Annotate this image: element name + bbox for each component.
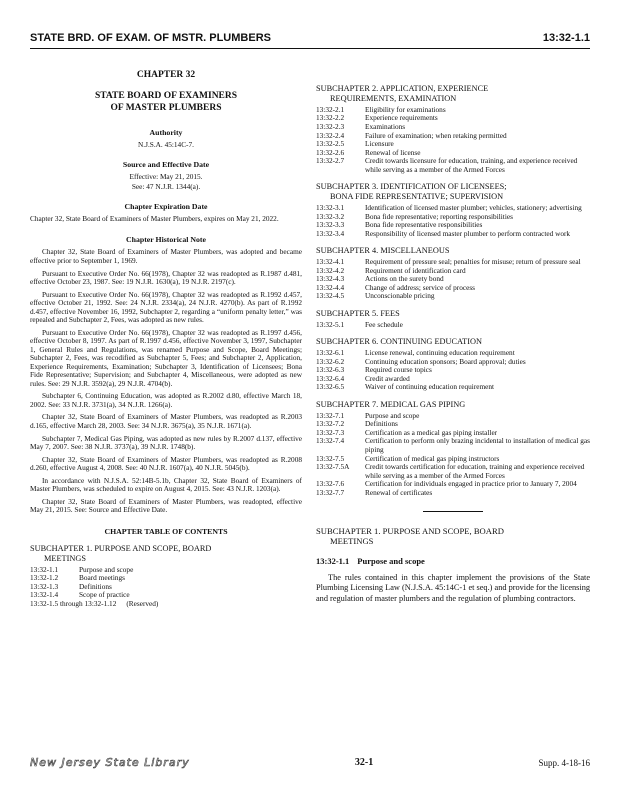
toc-entry: 13:32-3.1 Identification of licensed master plumber; vehicles, stationery; advertising bbox=[316, 203, 582, 213]
header-title: STATE BRD. OF EXAM. OF MSTR. PLUMBERS bbox=[30, 32, 271, 44]
history-paragraph: Chapter 32, State Board of Examiners of Master Plumbers, was readopted as R.2008 d.260, effective August 4, 2008. See: 40 N.J.R. 1607(a), 40 N.J.R. 5045(b). bbox=[30, 454, 302, 473]
toc-entry: 13:32-4.4 Change of address; service of process bbox=[316, 282, 476, 292]
toc-entry: 13:32-7.7 Renewal of certificates bbox=[316, 487, 433, 497]
toc-entry: 13:32-6.4 Credit awarded bbox=[316, 373, 410, 383]
right-column bbox=[316, 70, 590, 604]
authority-text: N.J.S.A. 45:14C-7. bbox=[138, 140, 194, 149]
toc-subchapter-4-title: SUBCHAPTER 4. MISCELLANEOUS bbox=[316, 246, 450, 256]
toc-entry: 13:32-2.6 Renewal of license bbox=[316, 147, 421, 157]
toc-entry: 13:32-2.7 Credit towards licensure for education, training, and experience received while serving as a member of the Armed Forces bbox=[316, 156, 578, 174]
toc-entry: 13:32-4.2 Requirement of identification card bbox=[316, 265, 466, 275]
toc-entry: 13:32-4.1 Requirement of pressure seal; penalties for misuse; return of pressure seal bbox=[316, 257, 581, 267]
toc-entry: 13:32-6.1 License renewal, continuing education requirement bbox=[316, 348, 515, 358]
toc-entry: 13:32-1.3 Definitions bbox=[30, 581, 112, 591]
source-heading: Source and Effective Date bbox=[122, 159, 210, 169]
history-paragraph: In accordance with N.J.S.A. 52:14B-5.1b, Chapter 32, State Board of Examiners of Master Plumbers, was scheduled to expire on August 4, 2015. See: 43 N.J.R. 1203(a). bbox=[30, 475, 302, 494]
chapter-title-line-2: OF MASTER PLUMBERS bbox=[110, 102, 222, 113]
left-column bbox=[30, 70, 302, 608]
toc-subchapter-7-title: SUBCHAPTER 7. MEDICAL GAS PIPING bbox=[316, 399, 466, 409]
toc-entry: 13:32-7.5A Credit towards certification for education, training and experience received while serving as a member of the Armed Forces bbox=[316, 462, 585, 480]
history-paragraph: Pursuant to Executive Order No. 66(1978), Chapter 32 was readopted as R.1987 d.481, effective October 23, 1987. See: 19 N.J.R. 1630(a), 19 N.J.R. 2197(c). bbox=[30, 268, 302, 287]
running-header bbox=[30, 32, 590, 44]
library-watermark: New Jersey State Library bbox=[30, 756, 190, 769]
toc-entry: 13:32-7.2 Definitions bbox=[316, 419, 398, 429]
header-rule bbox=[30, 48, 590, 49]
toc-entry: 13:32-2.4 Failure of examination; when retaking permitted bbox=[316, 130, 507, 140]
toc-entry: 13:32-7.4 Certification to perform only brazing incidental to installation of medical gas piping bbox=[316, 436, 590, 454]
chapter-title-line-1: STATE BOARD OF EXAMINERS bbox=[94, 91, 238, 102]
toc-subchapter-2-title: SUBCHAPTER 2. APPLICATION, EXPERIENCE REQUIREMENTS, EXAMINATION bbox=[316, 84, 489, 103]
toc-entry: 13:32-3.3 Bona fide representative responsibilities bbox=[316, 220, 483, 230]
page-number: 32-1 bbox=[354, 757, 374, 768]
section-text: The rules contained in this chapter implement the provisions of the State Plumbing Licensing Law (N.J.S.A. 45:14C-1 et seq.) and provide for the licensing and regulation of master plumbers and the regulation of plumbing contractors. bbox=[316, 572, 590, 603]
toc-entry: 13:32-7.1 Purpose and scope bbox=[316, 410, 420, 420]
toc-subchapter-1-title: SUBCHAPTER 1. PURPOSE AND SCOPE, BOARD MEETINGS bbox=[30, 543, 212, 563]
history-paragraph: Subchapter 6, Continuing Education, was adopted as R.2002 d.80, effective March 18, 2002. See: 33 N.J.R. 3731(a), 34 N.J.R. 1266(a). bbox=[30, 391, 302, 409]
toc-entry: 13:32-6.3 Required course topics bbox=[316, 365, 432, 375]
effective-date: Effective: May 21, 2015. bbox=[129, 171, 203, 181]
history-paragraph: Chapter 32, State Board of Examiners of Master Plumbers, was adopted and became effective prior to September 1, 1969. bbox=[30, 247, 302, 265]
toc-entry: 13:32-2.2 Experience requirements bbox=[316, 113, 438, 123]
toc-entry: 13:32-4.5 Unconscionable pricing bbox=[316, 291, 435, 301]
toc-entry: 13:32-1.2 Board meetings bbox=[30, 573, 126, 583]
toc-entry: 13:32-2.5 Licensure bbox=[316, 139, 394, 149]
supplement-date: Supp. 4-18-16 bbox=[538, 757, 590, 768]
toc-entry: 13:32-6.5 Waiver of continuing education requirement bbox=[316, 382, 495, 392]
history-heading: Chapter Historical Note bbox=[126, 235, 206, 245]
chapter-number: CHAPTER 32 bbox=[136, 70, 196, 80]
toc-entry: 13:32-1.1 Purpose and scope bbox=[30, 564, 134, 574]
toc-subchapter-5-title: SUBCHAPTER 5. FEES bbox=[316, 308, 400, 318]
toc-heading: CHAPTER TABLE OF CONTENTS bbox=[104, 526, 228, 536]
history-paragraph: Pursuant to Executive Order No. 66(1978), Chapter 32 was readopted as R.1997 d.456, effective October 8, 1997. As part of R.1997 d.456, effective November 3, 1997, Subchapter 1, General Rules and Regulations, was renamed Purpose and Scope, Board Meetings; Subchapter 2, Fees, was recodified as Subchapter 5, Fees; and Subchapter 2, Application, Experience Requirements, Examination; Subchapter 3, Identification of Licensees; Bona Fide Representative; Supervision; and Subchapter 4, Miscellaneous, were adopted as new rules. See: 29 N.J.R. 3592(a), 29 N.J.R. 4704(b). bbox=[30, 327, 302, 388]
section-number: 13:32-1.1 bbox=[316, 555, 350, 566]
toc-entry: 13:32-2.3 Examinations bbox=[316, 121, 406, 131]
page-footer bbox=[30, 756, 590, 769]
toc-entry: 13:32-7.6 Certification for individuals engaged in practice prior to January 7, 2004 bbox=[316, 479, 577, 489]
toc-entry: 13:32-3.4 Responsibility of licensed master plumber to perform contracted work bbox=[316, 228, 571, 238]
history-paragraph: Chapter 32, State Board of Examiners of Master Plumbers, was readopted as R.2003 d.165, effective March 28, 2003. See: 34 N.J.R. 3675(a), 35 N.J.R. 1671(a). bbox=[30, 412, 302, 431]
header-section-number: 13:32-1.1 bbox=[542, 32, 590, 44]
expiration-text: Chapter 32, State Board of Examiners of Master Plumbers, expires on May 21, 2022. bbox=[30, 213, 279, 223]
section-heading bbox=[316, 557, 590, 567]
history-paragraph: Chapter 32, State Board of Examiners of Master Plumbers, was readopted, effective May 21, 2015. See: Source and Effective Date. bbox=[30, 496, 302, 515]
toc-entry: 13:32-1.4 Scope of practice bbox=[30, 590, 130, 600]
section-divider bbox=[423, 511, 483, 512]
history-paragraph: Subchapter 7, Medical Gas Piping, was adopted as new rules by R.2007 d.137, effective May 7, 2007. See: 38 N.J.R. 3737(a), 39 N.J.R. 1748(b). bbox=[30, 433, 302, 452]
body-subchapter-title: SUBCHAPTER 1. PURPOSE AND SCOPE, BOARD MEETINGS bbox=[316, 526, 504, 547]
toc-entry: 13:32-2.1 Eligibility for examinations bbox=[316, 104, 446, 114]
toc-entry: 13:32-7.3 Certification as a medical gas piping installer bbox=[316, 427, 498, 437]
toc-entry: 13:32-6.2 Continuing education sponsors; Board approval; duties bbox=[316, 356, 526, 366]
authority-heading: Authority bbox=[149, 127, 183, 137]
chapter-title bbox=[30, 91, 302, 114]
history-paragraph: Pursuant to Executive Order No. 66(1978), Chapter 32 was readopted as R.1992 d.457, effective October 21, 1992. See: 24 N.J.R. 2334(a), 24 N.J.R. 4270(b). As part of R.1992 d.457, effective November 16, 1992, Subchapter 2, regarding a “uniform penalty letter,” was repealed and Subchapter 2, Fees, was adopted as new rules. bbox=[30, 289, 302, 325]
toc-entry: 13:32-4.3 Actions on the surety bond bbox=[316, 274, 444, 284]
expiration-heading: Chapter Expiration Date bbox=[124, 201, 208, 211]
source-citation: See: 47 N.J.R. 1344(a). bbox=[131, 182, 201, 192]
toc-entry: 13:32-5.1 Fee schedule bbox=[316, 319, 403, 329]
toc-subchapter-6-title: SUBCHAPTER 6. CONTINUING EDUCATION bbox=[316, 337, 482, 347]
toc-entry: 13:32-1.5 through 13:32-1.12 (Reserved) bbox=[30, 598, 159, 608]
toc-entry: 13:32-7.5 Certification of medical gas piping instructors bbox=[316, 453, 500, 463]
toc-entry: 13:32-3.2 Bona fide representative; reporting responsibilities bbox=[316, 211, 513, 221]
toc-subchapter-3-title: SUBCHAPTER 3. IDENTIFICATION OF LICENSEES; BONA FIDE REPRESENTATIVE; SUPERVISION bbox=[316, 182, 507, 202]
section-title: Purpose and scope bbox=[357, 555, 425, 566]
